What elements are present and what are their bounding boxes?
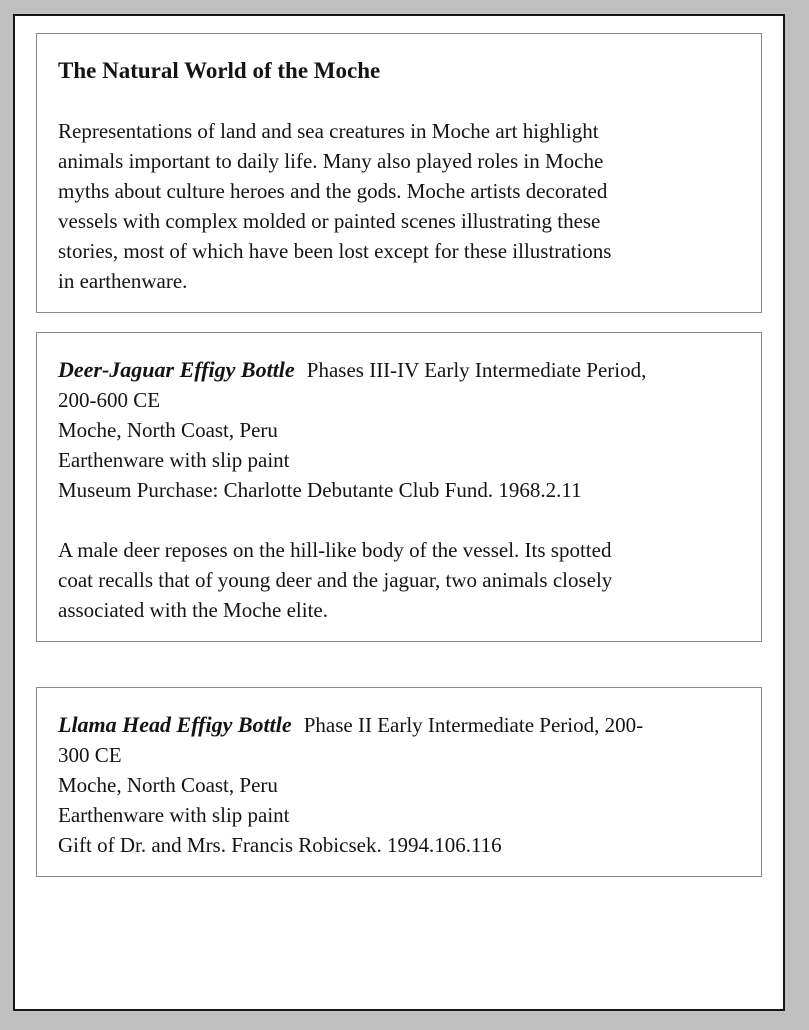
intro-body-line: in earthenware. xyxy=(58,269,188,293)
object-period: Phase II Early Intermediate Period, 200- xyxy=(303,713,644,737)
label-panel-llama-head xyxy=(36,687,762,877)
object-credit: Museum Purchase: Charlotte Debutante Club Fund. 1968.2.11 xyxy=(58,478,582,502)
document-page xyxy=(13,14,785,1011)
object-description-line: coat recalls that of young deer and the jaguar, two animals closely xyxy=(58,568,613,592)
intro-panel xyxy=(36,33,762,313)
intro-body-line: Representations of land and sea creatures in Moche art highlight xyxy=(58,119,599,143)
object-credit: Gift of Dr. and Mrs. Francis Robicsek. 1994.106.116 xyxy=(58,833,502,857)
object-title: Llama Head Effigy Bottle xyxy=(58,712,292,737)
object-title-line xyxy=(58,710,741,740)
object-title: Deer-Jaguar Effigy Bottle xyxy=(58,357,295,382)
intro-body-line: myths about culture heroes and the gods. Moche artists decorated xyxy=(58,179,608,203)
object-medium: Earthenware with slip paint xyxy=(58,803,290,827)
object-period-continued: 200-600 CE xyxy=(58,388,161,412)
intro-body-line: animals important to daily life. Many also played roles in Moche xyxy=(58,149,604,173)
intro-title: The Natural World of the Moche xyxy=(58,58,381,83)
blank-line xyxy=(58,86,741,116)
object-description-line: associated with the Moche elite. xyxy=(58,598,328,622)
object-medium: Earthenware with slip paint xyxy=(58,448,290,472)
object-period-continued: 300 CE xyxy=(58,743,122,767)
object-origin: Moche, North Coast, Peru xyxy=(58,773,278,797)
blank-line xyxy=(58,505,741,535)
object-description-line: A male deer reposes on the hill-like body of the vessel. Its spotted xyxy=(58,538,612,562)
object-origin: Moche, North Coast, Peru xyxy=(58,418,278,442)
intro-body-line: vessels with complex molded or painted scenes illustrating these xyxy=(58,209,601,233)
object-period: Phases III-IV Early Intermediate Period, xyxy=(306,358,647,382)
label-panel-deer-jaguar xyxy=(36,332,762,642)
intro-body-line: stories, most of which have been lost except for these illustrations xyxy=(58,239,612,263)
object-title-line xyxy=(58,355,741,385)
